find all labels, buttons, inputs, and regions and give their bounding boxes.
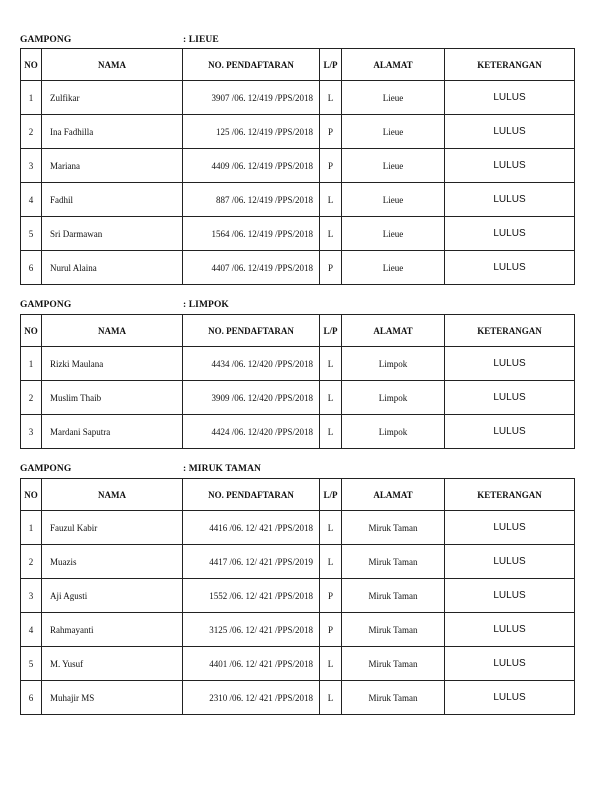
- gampong-name: : LIMPOK: [183, 300, 229, 310]
- cell-lp: P: [320, 115, 342, 149]
- gampong-label: GAMPONG: [20, 464, 72, 474]
- cell-no: 1: [21, 511, 42, 545]
- cell-keterangan: LULUS: [445, 381, 575, 415]
- cell-alamat: Miruk Taman: [342, 647, 445, 681]
- cell-nama: Ina Fadhilla: [42, 115, 183, 149]
- cell-nama: Zulfikar: [42, 81, 183, 115]
- cell-keterangan: LULUS: [445, 251, 575, 285]
- table-row: [21, 81, 575, 115]
- header-alamat: ALAMAT: [342, 479, 445, 511]
- cell-alamat: Limpok: [342, 415, 445, 449]
- cell-no: 5: [21, 647, 42, 681]
- cell-no: 1: [21, 81, 42, 115]
- cell-reg: 3907 /06. 12/419 /PPS/2018: [183, 81, 320, 115]
- table-row: [21, 251, 575, 285]
- cell-nama: Fadhil: [42, 183, 183, 217]
- header-alamat: ALAMAT: [342, 315, 445, 347]
- cell-reg: 4401 /06. 12/ 421 /PPS/2018: [183, 647, 320, 681]
- cell-alamat: Miruk Taman: [342, 681, 445, 715]
- table-lieue: [20, 48, 575, 285]
- header-no: NO: [21, 315, 42, 347]
- cell-keterangan: LULUS: [445, 81, 575, 115]
- table-row: [21, 681, 575, 715]
- header-no: NO: [21, 479, 42, 511]
- cell-alamat: Lieue: [342, 217, 445, 251]
- cell-no: 6: [21, 251, 42, 285]
- cell-nama: Nurul Alaina: [42, 251, 183, 285]
- table-row: [21, 579, 575, 613]
- cell-keterangan: LULUS: [445, 647, 575, 681]
- cell-lp: L: [320, 511, 342, 545]
- cell-nama: Mariana: [42, 149, 183, 183]
- table-row: [21, 347, 575, 381]
- cell-no: 2: [21, 545, 42, 579]
- header-nama: NAMA: [42, 49, 183, 81]
- table-header-row: [21, 49, 575, 81]
- header-alamat: ALAMAT: [342, 49, 445, 81]
- cell-lp: L: [320, 183, 342, 217]
- cell-alamat: Limpok: [342, 381, 445, 415]
- table-row: [21, 415, 575, 449]
- header-no-pendaftaran: NO. PENDAFTARAN: [183, 315, 320, 347]
- cell-keterangan: LULUS: [445, 149, 575, 183]
- header-lp: L/P: [320, 49, 342, 81]
- cell-lp: L: [320, 347, 342, 381]
- cell-reg: 4407 /06. 12/419 /PPS/2018: [183, 251, 320, 285]
- cell-lp: P: [320, 149, 342, 183]
- cell-keterangan: LULUS: [445, 579, 575, 613]
- cell-nama: Muazis: [42, 545, 183, 579]
- cell-lp: L: [320, 381, 342, 415]
- cell-reg: 125 /06. 12/419 /PPS/2018: [183, 115, 320, 149]
- table-miruk-taman: [20, 478, 575, 715]
- table-row: [21, 511, 575, 545]
- cell-no: 2: [21, 115, 42, 149]
- cell-no: 4: [21, 613, 42, 647]
- cell-lp: P: [320, 251, 342, 285]
- cell-nama: Fauzul Kabir: [42, 511, 183, 545]
- cell-alamat: Miruk Taman: [342, 579, 445, 613]
- header-nama: NAMA: [42, 479, 183, 511]
- cell-keterangan: LULUS: [445, 183, 575, 217]
- table-row: [21, 183, 575, 217]
- cell-nama: M. Yusuf: [42, 647, 183, 681]
- cell-keterangan: LULUS: [445, 415, 575, 449]
- header-keterangan: KETERANGAN: [445, 49, 575, 81]
- cell-reg: 1564 /06. 12/419 /PPS/2018: [183, 217, 320, 251]
- gampong-label: GAMPONG: [20, 300, 72, 310]
- cell-keterangan: LULUS: [445, 347, 575, 381]
- cell-alamat: Lieue: [342, 251, 445, 285]
- cell-no: 1: [21, 347, 42, 381]
- cell-lp: L: [320, 81, 342, 115]
- table-row: [21, 381, 575, 415]
- table-row: [21, 115, 575, 149]
- cell-nama: Rizki Maulana: [42, 347, 183, 381]
- header-lp: L/P: [320, 315, 342, 347]
- cell-reg: 2310 /06. 12/ 421 /PPS/2018: [183, 681, 320, 715]
- table-row: [21, 613, 575, 647]
- header-keterangan: KETERANGAN: [445, 315, 575, 347]
- header-no: NO: [21, 49, 42, 81]
- cell-reg: 4409 /06. 12/419 /PPS/2018: [183, 149, 320, 183]
- cell-alamat: Miruk Taman: [342, 511, 445, 545]
- cell-reg: 4434 /06. 12/420 /PPS/2018: [183, 347, 320, 381]
- gampong-label: GAMPONG: [20, 35, 72, 45]
- cell-keterangan: LULUS: [445, 545, 575, 579]
- cell-no: 5: [21, 217, 42, 251]
- header-lp: L/P: [320, 479, 342, 511]
- cell-alamat: Lieue: [342, 183, 445, 217]
- cell-no: 3: [21, 579, 42, 613]
- header-no-pendaftaran: NO. PENDAFTARAN: [183, 479, 320, 511]
- cell-reg: 4424 /06. 12/420 /PPS/2018: [183, 415, 320, 449]
- gampong-name: : MIRUK TAMAN: [183, 464, 261, 474]
- cell-nama: Muhajir MS: [42, 681, 183, 715]
- cell-nama: Aji Agusti: [42, 579, 183, 613]
- cell-alamat: Lieue: [342, 149, 445, 183]
- header-nama: NAMA: [42, 315, 183, 347]
- cell-nama: Rahmayanti: [42, 613, 183, 647]
- header-no-pendaftaran: NO. PENDAFTARAN: [183, 49, 320, 81]
- cell-keterangan: LULUS: [445, 115, 575, 149]
- cell-lp: L: [320, 545, 342, 579]
- cell-keterangan: LULUS: [445, 681, 575, 715]
- table-header-row: [21, 479, 575, 511]
- cell-lp: L: [320, 217, 342, 251]
- cell-reg: 887 /06. 12/419 /PPS/2018: [183, 183, 320, 217]
- table-limpok: [20, 314, 575, 449]
- cell-alamat: Miruk Taman: [342, 613, 445, 647]
- cell-lp: L: [320, 647, 342, 681]
- cell-no: 3: [21, 149, 42, 183]
- cell-no: 2: [21, 381, 42, 415]
- cell-keterangan: LULUS: [445, 613, 575, 647]
- cell-nama: Muslim Thaib: [42, 381, 183, 415]
- cell-keterangan: LULUS: [445, 217, 575, 251]
- cell-nama: Sri Darmawan: [42, 217, 183, 251]
- table-row: [21, 545, 575, 579]
- cell-nama: Mardani Saputra: [42, 415, 183, 449]
- cell-no: 3: [21, 415, 42, 449]
- cell-lp: L: [320, 681, 342, 715]
- cell-alamat: Lieue: [342, 115, 445, 149]
- table-row: [21, 149, 575, 183]
- cell-reg: 4416 /06. 12/ 421 /PPS/2018: [183, 511, 320, 545]
- gampong-name: : LIEUE: [183, 35, 219, 45]
- cell-lp: L: [320, 415, 342, 449]
- table-header-row: [21, 315, 575, 347]
- table-row: [21, 217, 575, 251]
- cell-reg: 3909 /06. 12/420 /PPS/2018: [183, 381, 320, 415]
- cell-lp: P: [320, 579, 342, 613]
- cell-no: 6: [21, 681, 42, 715]
- cell-reg: 3125 /06. 12/ 421 /PPS/2018: [183, 613, 320, 647]
- cell-lp: P: [320, 613, 342, 647]
- cell-alamat: Miruk Taman: [342, 545, 445, 579]
- cell-keterangan: LULUS: [445, 511, 575, 545]
- cell-reg: 4417 /06. 12/ 421 /PPS/2019: [183, 545, 320, 579]
- header-keterangan: KETERANGAN: [445, 479, 575, 511]
- cell-alamat: Lieue: [342, 81, 445, 115]
- cell-reg: 1552 /06. 12/ 421 /PPS/2018: [183, 579, 320, 613]
- table-row: [21, 647, 575, 681]
- cell-alamat: Limpok: [342, 347, 445, 381]
- cell-no: 4: [21, 183, 42, 217]
